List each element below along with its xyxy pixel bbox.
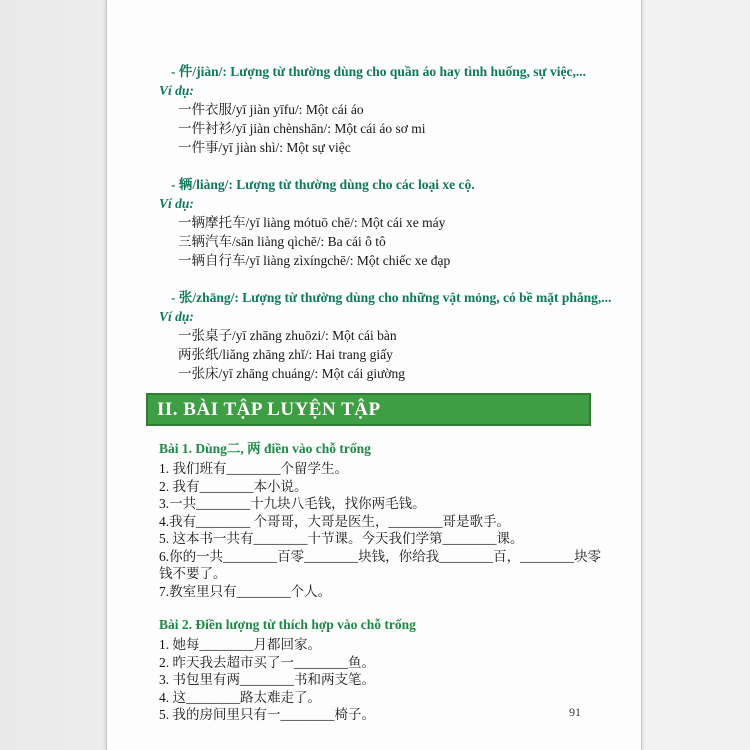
example-line: 一辆自行车/yī liàng zìxíngchē/: Một chiếc xe đạp [178,253,451,268]
example-line: 一张床/yī zhāng chuáng/: Một cái giường [178,366,406,381]
exercise-item: 2. 我有________本小说。 [159,478,308,494]
measure-word-section-liang [159,175,613,270]
example-line: 两张纸/liǎng zhāng zhǐ/: Hai trang giấy [178,347,393,362]
section-header: - 张/zhāng/: Lượng từ thường dùng cho những vật mỏng, có bề mặt phẳng,... [171,290,612,305]
example-line: 一件事/yī jiàn shì/: Một sự việc [178,140,351,155]
exercise-item: 2. 昨天我去超市买了一________鱼。 [159,654,375,670]
example-label: Ví dụ: [159,196,194,211]
exercise-title: Bài 2. Điền lượng từ thích hợp vào chỗ trống [159,617,416,632]
example-label: Ví dụ: [159,309,194,324]
exercise-2 [159,615,613,724]
exercise-item: 3.一共________十九块八毛钱，找你两毛钱。 [159,496,426,511]
exercise-item: 5. 我的房间里只有一________椅子。 [159,707,375,722]
exercise-1 [159,439,613,600]
exercise-title: Bài 1. Dùng二, 两 điền vào chỗ trống [159,441,371,456]
book-page [106,0,642,750]
exercise-item: 5. 这本书一共有________十节课。今天我们学第________课。 [159,531,524,546]
exercise-item: 4.我有________ 个哥哥，大哥是医生，________哥是歌手。 [159,513,510,529]
example-line: 一辆摩托车/yī liàng mótuō chē/: Một cái xe máy [178,215,446,230]
section-title-banner: II. BÀI TẬP LUYỆN TẬP [146,393,591,426]
example-line: 一件衣服/yī jiàn yīfu/: Một cái áo [178,102,364,117]
exercise-item: 6.你的一共________百零________块钱，你给我________百，________块零钱不要了。 [159,548,602,581]
exercise-item: 3. 书包里有两________书和两支笔。 [159,672,375,687]
example-line: 一件衬衫/yī jiàn chènshān/: Một cái áo sơ mi [178,121,426,136]
example-line: 一张桌子/yī zhāng zhuōzi/: Một cái bàn [178,328,397,343]
measure-word-section-zhang [159,288,613,383]
exercise-item: 4. 这________路太难走了。 [159,689,321,705]
section-header: - 辆/liàng/: Lượng từ thường dùng cho các loại xe cộ. [171,177,475,192]
section-header: - 件/jiàn/: Lượng từ thường dùng cho quần áo hay tình huống, sự việc,... [171,64,586,79]
exercise-item: 1. 我们班有________个留学生。 [159,461,348,476]
example-label: Ví dụ: [159,83,194,98]
exercise-item: 7.教室里只有________个人。 [159,583,332,599]
example-line: 三辆汽车/sān liàng qìchē/: Ba cái ô tô [178,234,386,249]
page-content [107,0,641,724]
page-number: 91 [569,705,581,719]
measure-word-section-jian [159,62,613,157]
exercise-item: 1. 她每________月都回家。 [159,637,321,652]
